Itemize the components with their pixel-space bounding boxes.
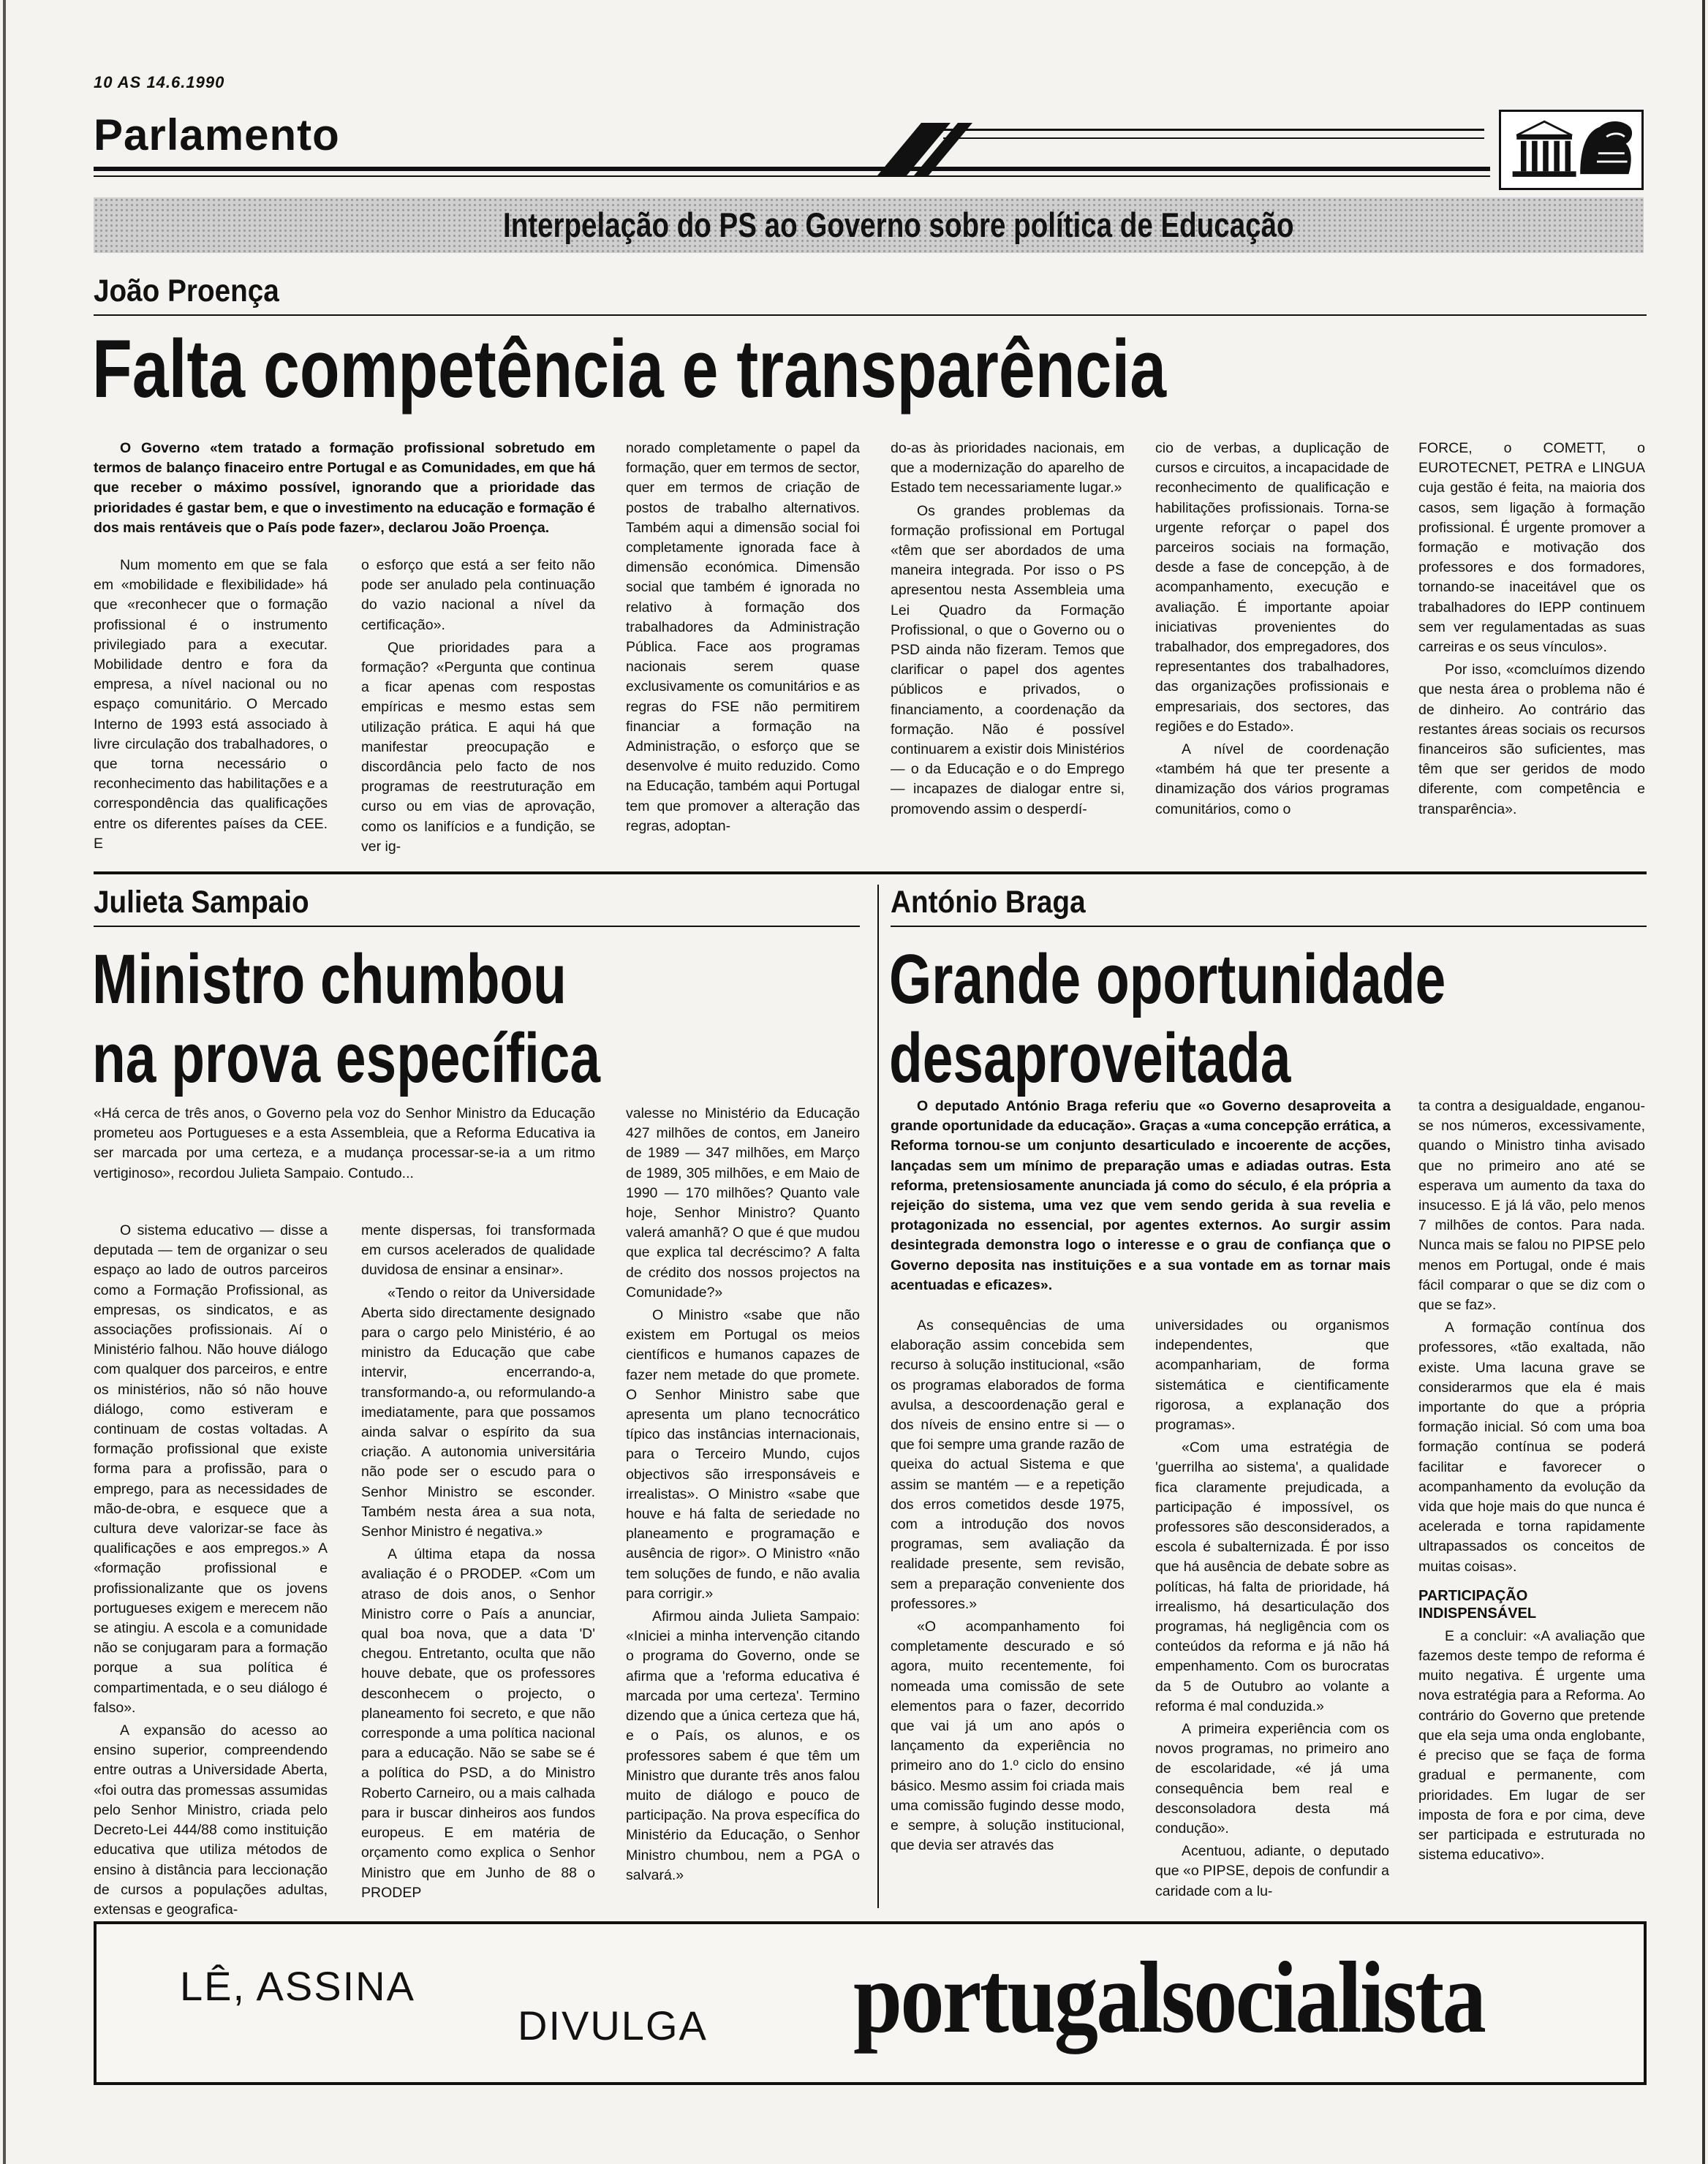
article2-col3 [626,1104,860,1901]
article2-col2 [361,1221,595,1901]
article1-bottom-rule [94,871,1647,874]
section-rule-bottom-thin [94,175,1490,177]
scan-edge-right [1702,0,1705,2164]
article3-col2 [1155,1316,1389,1901]
article2-headline-line2: na prova específica [92,1019,601,1097]
article3-col3 [1418,1097,1645,1901]
article3-author-rule [891,926,1647,927]
article2-author-rule [94,926,860,927]
article1-col1 [94,556,328,855]
article1-author: João Proença [94,273,279,309]
article1-col2-para-a: o esforço que está a ser feito não pode ser anulado pela continuação do vazio nacional a nível da certificação». [361,557,595,633]
article2-col2-para-c: A última etapa da nossa avaliação é o PRODEP. «Com um atraso de dois anos, o Senhor Ministro corre o País a anunciar, qual boa nova, que a data 'D' chegou. Entretanto, oculta que não houve debate, que os professores desconhecem o projecto, o planeamento foi secreto, e que não corresponde a uma política nacional para a educação. Não se sabe se é a política do PSD, a do Ministro Roberto Carneiro, ou a mais calhada para ir buscar dinheiros aos fundos europeus. E em matéria de orçamento como explica o Senhor Ministro que em Junho de 88 o PRODEP [361,1546,595,1901]
article1-col5 [1155,439,1389,855]
article1-headline: Falta competência e transparência [92,323,1167,415]
article2-col2-para-a: mente dispersas, foi transformada em cursos acelerados de qualidade duvidosa de ensinar a ensinar». [361,1222,595,1279]
article2-col3-para-a: valesse no Ministério da Educação 427 milhões de contos, em Janeiro de 1989 — 347 milhões, em Março de 1989, 305 milhões, e em Maio de 1990 — 170 milhões? Quanto vale hoje, Senhor Ministro? Quanto valerá amanhã? O que é que mudou que explica tal decréscimo? A falta de crédito dos nossos projectos na Comunidade?» [626,1105,860,1301]
section-title: Parlamento [94,110,340,159]
ad-brand-logo: portugalsocialista [853,1941,1485,2054]
parliament-lion-emblem [1499,110,1644,190]
article3-col2-para-b: «Com uma estratégia de 'guerrilha ao sistema', a qualidade fica claramente prejudicada, a participação é impossível, os professores são desconsiderados, a escola é subalternizada. É por isso que há ausência de debate sobre as políticas, há falta de prioridade, há irrealismo, há desarticulação dos programas, há negligência com os conteúdos da reforma e já não há empenhamento. Com os burocratas da 5 de Outubro ao volante a reforma é mal conduzida.» [1155,1439,1389,1714]
article2-col1 [94,1221,328,1918]
article3-col3-para-c: E a concluir: «A avaliação que fazemos deste tempo de reforma é muito negativa. É urgente uma nova estratégia para a Reforma. Ao contrário do Governo que pretende que ela seja uma onda englobante, é preciso que se faça de forma gradual e permanente, com prioridades. Em lugar de ser imposta de fora e por cima, deve ser participada e estruturada no sistema educativo». [1418,1627,1645,1864]
article2-col1-para-a: O sistema educativo — disse a deputada — tem de organizar o seu espaço ao lado de outros parceiros como a Formação Profissional, as empresas, os sindicatos, e as associações profissionais. Aí o Ministério falhou. Não houve diálogo com qualquer dos parceiros, e entre os ministérios, não só não houve diálogo, como estiveram e continuam de costas voltadas. A formação profissional que existe forma para a profissão, para o emprego, para as necessidades de mão-de-obra, e esquece que a cultura deve valorizar-se face às qualificações e aos empregos.» A «formação profissional e profissionalizante que os jovens portugueses exigem e merecem não se atingiu. A escola e a comunidade não se conjugaram para a formação porque a sua política é compartimentada, e o seu diálogo é falso». [94,1222,328,1716]
article3-author: António Braga [891,885,1086,920]
article2-col1-para-b: A expansão do acesso ao ensino superior, compreendendo entre outras a Universidade Aberta, «foi outra das promessas assumidas pelo Senhor Ministro, criada pelo Decreto-Lei 444/88 como instituição educativa que utiliza métodos de ensino à distância para leccionação de cursos a populações adultas, extensas e geografica- [94,1722,328,1918]
section-rule-bottom-thick [94,167,1490,171]
ad-line1: LÊ, ASSINA [180,1963,415,2009]
article3-col2-para-a: universidades ou organismos independentes, que acompanhariam, de forma sistemática e cientificamente rigorosa, a explanação dos programas». [1155,1317,1389,1434]
article2-lede [94,1104,595,1214]
section-rule-mid [943,137,1484,139]
column-divider [877,885,879,1908]
article1-col5-para-a: cio de verbas, a duplicação de cursos e circuitos, a incapacidade de reconhecimento de qualificação e habilitações profissionais. Torna-se urgente reforçar o papel dos parceiros sociais na formação, desde a fase de concepção, à de acompanhamento, execução e avaliação. É importante apoiar iniciativas provenientes do trabalhador, dos empregadores, dos representantes dos trabalhadores, das organizações profissionais e empresariais, dos sectores, das regiões e do Estado». [1155,440,1389,735]
article1-col1-para: Num momento em que se fala em «mobilidade e flexibilidade» há que «reconhecer que o formação profissional é o instrumento privilegiado para a executar. Mobilidade dentro e fora da empresa, a nível nacional ou no espaço comunitário. O Mercado Interno de 1993 está associado à livre circulação dos trabalhadores, o que torna necessário o reconhecimento das habilitações e a correspondência das qualificações entre os diferentes países da CEE. E [94,557,328,852]
article3-col1 [891,1316,1125,1901]
article3-subhead: PARTICIPAÇÃO INDISPENSÁVEL [1418,1587,1537,1622]
article2-author: Julieta Sampaio [94,885,309,920]
article1-col6-para-b: Por isso, «comcluímos dizendo que nesta área o problema não é de dinheiro. Ao contrário das restantes áreas sociais os recursos financeiros são suficientes, mas têm que ser geridos de modo diferente, com competência e transparência». [1418,662,1645,817]
article3-lede: O deputado António Braga referiu que «o Governo desaproveita a grande oportunidade da educação». Graças a «uma concepção errática, a Reforma tornou-se um conjunto desarticulado e incoerente de acções, lançadas sem um mínimo de preparação umas e adiadas outras. Esta reforma, pretensiosamente anunciada já como do século, é ela própria a rejeição do sistema, uma vez que vem sendo gerida à sua revelia e protagonizada no essencial, por agentes externos. Ao surgir assim desintegrada demonstra logo o interesse e o grau de confiança que o Governo deposita nas instituições e a sua vontade em as tornar mais acentuadas e eficazes». [891,1098,1391,1293]
article1-author-rule [94,314,1647,316]
speed-stripes-icon [834,123,980,175]
ad-line2: DIVULGA [518,2002,708,2048]
article1-col4-para-b: Os grandes problemas da formação profissional em Portugal «têm que ser abordados de uma maneira integrada. Por isso o PS apresentou nesta Assembleia uma Lei Quadro da Formação Profissional, o que o Governo ou o PSD ainda não fizeram. Temos que clarificar o papel dos agentes públicos e privados, o financiamento, a coordenação da formação. Não é possível continuarem a existir dois Ministérios — o da Educação e o do Emprego — incapazes de dialogar entre si, promovendo assim o desperdí- [891,502,1125,817]
article3-col1-para-a: As consequências de uma elaboração assim concebida sem recurso à solução institucional, «são os programas elaborados de forma avulsa, a descoordenação geral e dos níveis de ensino entre si — o que foi sempre uma grande razão de queixa do actual Sistema e que assim se mantém — e a repetição dos erros cometidos desde 1975, com a introdução dos novos programas, sem avaliação da realidade presente, sem revisão, sem a preparação conveniente dos professores.» [891,1317,1125,1612]
article3-col3-para-b: A formação contínua dos professores, «tão exaltada, não existe. Uma lacuna grave se considerarmos que ela é mais importante do que a própria formação inicial. Só com uma boa formação contínua se poderá facilitar e favorecer o acompanhamento da evolução da vida que hoje mais do que nunca é acelerada e torna rapidamente ultrapassados os conceitos de muitas coisas». [1418,1320,1645,1575]
article3-headline-line2: desaproveitada [889,1019,1291,1097]
article2-col3-para-b: O Ministro «sabe que não existem em Portugal os meios científicos e humanos capazes de fazer nem metade do que promete. O Senhor Ministro sabe que apresenta um plano tecnocrático típico das instâncias internacionais, para o Terceiro Mundo, cujos objectivos são irresponsáveis e irrealistas». O Ministro «sabe que houve e há falta de seriedade no planeamento e programação e ausência de rigor». O Ministro «não tem soluções de fundo, e não avalia para corrigir.» [626,1307,860,1602]
article1-col2-para-b: Que prioridades para a formação? «Pergunta que continua a ficar apenas com respostas empíricas e mesmo estas sem utilização prática. E aqui há que manifestar preocupação e discordância pelo facto de nos programas de reestruturação em curso ou em vias de aprovação, como os lanifícios e a fundição, se ver ig- [361,639,595,855]
article1-col6 [1418,439,1645,855]
article1-col3-para: norado completamente o papel da formação, quer em termos de sector, quer em termos de criação de postos de trabalho alternativos. Também aqui a dimensão social foi completamente ignorada face à dimensão económica. Dimensão social que também é ignorada no relativo à formação dos trabalhadores da Administração Pública. Face aos programas nacionais serem quase exclusivamente os comunitários e as regras do FSE não permitirem financiar a formação na Administração, o esforço que se desenvolve é muito reduzido. Como na Educação, também aqui Portugal tem que promover a alteração das regras, adoptan- [626,440,860,834]
article1-col4-para-a: do-as às prioridades nacionais, em que a modernização do aparelho de Estado tem necessariamente lugar.» [891,440,1125,496]
article3-col3-para-a: ta contra a desigualdade, enganou-se nos números, excessivamente, quando o Ministro tinha avisado que no primeiro ano até se esperava um aumento da taxa do insucesso. E já lá vão, pelo menos 7 milhões de contos. Para nada. Nunca mais se falou no PIPSE pelo menos em Portugal, onde é mais fácil comparar o que se diz com o que se faz». [1418,1098,1645,1314]
banner-text: Interpelação do PS ao Governo sobre política de Educação [503,205,1294,244]
article3-col1-para-b: «O acompanhamento foi completamente descurado e só agora, muito recentemente, foi nomeada uma comissão de sete elementos para o fazer, decorrido que vai já um ano após o lançamento da experiência no primeiro ano do 1.º ciclo do ensino básico. Mesmo assim foi criada mais uma comissão fugindo desse modo, e sempre, à solução institucional, que devia ser através das [891,1619,1125,1854]
article3-headline-line1: Grande oportunidade [889,940,1446,1018]
article1-col2 [361,556,595,855]
article2-headline-line1: Ministro chumbou [92,940,567,1018]
topic-banner [94,197,1644,253]
article3-col2-para-d: Acentuou, adiante, o deputado que «o PIPSE, depois de confundir a caridade com a lu- [1155,1843,1389,1899]
subscription-ad [94,1921,1647,2085]
page-folio: 10 AS 14.6.1990 [94,73,225,91]
section-rule-top [943,129,1484,131]
article1-lede: O Governo «tem tratado a formação profissional sobretudo em termos de balanço finaceiro entre Portugal e as Comunidades, em que há que receber o máximo possível, ignorando que a prioridade das prioridades é gastar bem, e que o investimento na educação e formação é dos mais rentáveis que o País pode fazer», declarou João Proença. [94,440,595,536]
article2-col3-para-c: Afirmou ainda Julieta Sampaio: «Iniciei a minha intervenção citando o programa do Governo, onde se afirma que a 'reforma educativa é marcada por uma certeza'. Termino dizendo que a única certeza que há, e o País, os alunos, e os professores sabem é que têm um Ministro que durante três anos falou muito de diálogo e pouco de participação. Na prova específica do Ministério da Educação, o Senhor Ministro chumbou, nem a PGA o salvará.» [626,1608,860,1883]
article2-col2-para-b: «Tendo o reitor da Universidade Aberta sido directamente designado para o cargo pelo Ministério, é ao ministro da Educação que cabe intervir, encerrando-a, transformando-a, ou reformulando-a imediatamente, para que possamos ainda salvar o espírito da sua criação. A autonomia universitária não pode ser o escudo para o Senhor Ministro se esconder. Também nesta área a sua nota, Senhor Ministro é negativa.» [361,1285,595,1540]
article1-col5-para-b: A nível de coordenação «também há que ter presente a dinamização dos vários programas comunitários, como o [1155,741,1389,817]
scan-edge-left [3,0,6,2164]
article3-col2-para-c: A primeira experiência com os novos programas, no primeiro ano de escolaridade, «é já uma consequência bem real e desconsoladora desta má condução». [1155,1721,1389,1837]
article2-lede-para: «Há cerca de três anos, o Governo pela voz do Senhor Ministro da Educação prometeu aos Portugueses e a esta Assembleia, que a Reforma Educativa ia ser marcada por uma certeza, e a mudança processar-se-ia a um ritmo vertiginoso», recordou Julieta Sampaio. Contudo... [94,1105,595,1181]
article1-col3 [626,439,860,855]
article1-col4 [891,439,1125,855]
article1-col6-para-a: FORCE, o COMETT, o EUROTECNET, PETRA e LINGUA cuja gestão é feita, na maioria dos casos, sem ligação à formação profissional. É urgente promover a formação e motivação dos professores e dos formadores, tornando-se inaceitável que os trabalhadores do IEPP continuem sem ver regulamentadas as suas carreiras e os seus vínculos». [1418,440,1645,656]
